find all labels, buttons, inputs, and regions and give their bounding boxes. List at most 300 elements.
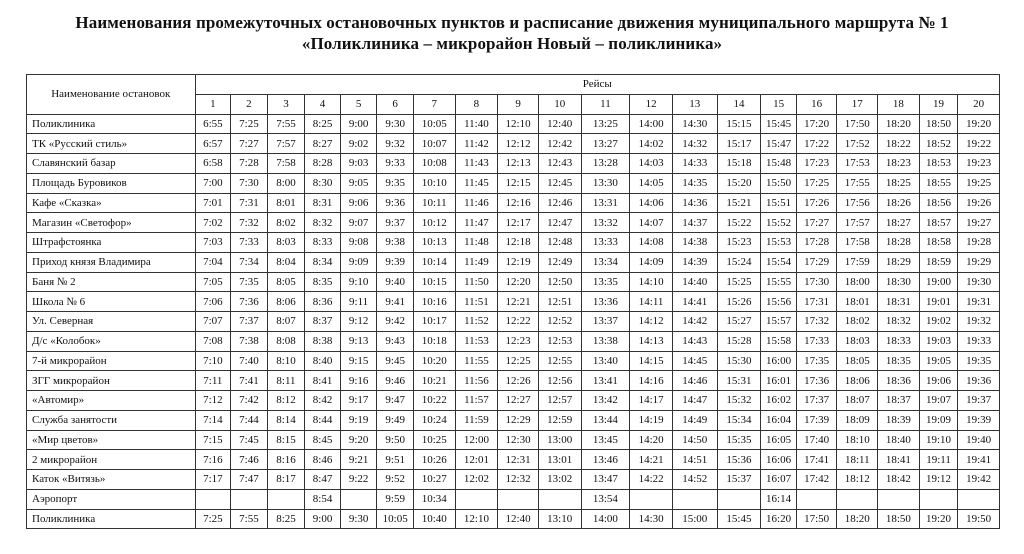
trips-header: Рейсы [195, 75, 999, 95]
time-cell: 19:00 [919, 272, 958, 292]
time-cell: 8:37 [305, 312, 341, 332]
time-cell: 18:25 [878, 173, 920, 193]
time-cell: 9:51 [377, 450, 414, 470]
time-cell: 19:02 [919, 312, 958, 332]
time-cell: 19:10 [919, 430, 958, 450]
trip-number-header: 9 [498, 94, 539, 114]
time-cell: 9:50 [377, 430, 414, 450]
time-cell: 16:01 [761, 371, 797, 391]
time-cell: 8:47 [305, 470, 341, 490]
time-cell: 11:56 [455, 371, 498, 391]
time-cell: 15:58 [761, 331, 797, 351]
time-cell: 18:53 [919, 154, 958, 174]
stop-name: 7-й микрорайон [27, 351, 196, 371]
time-cell: 8:00 [267, 173, 305, 193]
time-cell: 7:31 [231, 193, 268, 213]
time-cell [455, 489, 498, 509]
time-cell: 9:08 [340, 233, 377, 253]
time-cell: 18:02 [837, 312, 878, 332]
time-cell: 9:10 [340, 272, 377, 292]
time-cell: 17:28 [796, 233, 837, 253]
time-cell: 8:17 [267, 470, 305, 490]
time-cell: 18:20 [878, 114, 920, 134]
time-cell: 15:00 [672, 509, 717, 529]
time-cell [958, 489, 1000, 509]
time-cell: 7:25 [195, 509, 231, 529]
time-cell: 19:26 [958, 193, 1000, 213]
time-cell: 7:40 [231, 351, 268, 371]
time-cell: 7:55 [231, 509, 268, 529]
time-cell: 16:07 [761, 470, 797, 490]
time-cell: 7:17 [195, 470, 231, 490]
time-cell: 19:30 [958, 272, 1000, 292]
stop-name: ЗГГ микрорайон [27, 371, 196, 391]
time-cell: 17:31 [796, 292, 837, 312]
time-cell: 7:25 [231, 114, 268, 134]
time-cell: 14:32 [672, 134, 717, 154]
time-cell: 14:41 [672, 292, 717, 312]
time-cell: 15:23 [717, 233, 761, 253]
time-cell: 8:41 [305, 371, 341, 391]
time-cell: 18:12 [837, 470, 878, 490]
time-cell: 14:09 [630, 252, 673, 272]
time-cell: 14:07 [630, 213, 673, 233]
time-cell: 19:03 [919, 331, 958, 351]
time-cell [837, 489, 878, 509]
time-cell: 10:18 [413, 331, 455, 351]
time-cell: 7:02 [195, 213, 231, 233]
time-cell: 14:36 [672, 193, 717, 213]
stop-name: Славянский базар [27, 154, 196, 174]
stop-name: Аэропорт [27, 489, 196, 509]
time-cell: 9:35 [377, 173, 414, 193]
time-cell [878, 489, 920, 509]
time-cell: 6:55 [195, 114, 231, 134]
time-cell: 14:49 [672, 410, 717, 430]
time-cell: 17:27 [796, 213, 837, 233]
time-cell: 14:05 [630, 173, 673, 193]
time-cell: 15:17 [717, 134, 761, 154]
time-cell: 12:27 [498, 391, 539, 411]
time-cell: 7:38 [231, 331, 268, 351]
time-cell: 18:56 [919, 193, 958, 213]
time-cell: 14:45 [672, 351, 717, 371]
time-cell: 18:29 [878, 252, 920, 272]
time-cell: 10:11 [413, 193, 455, 213]
time-cell: 18:03 [837, 331, 878, 351]
time-cell: 8:40 [305, 351, 341, 371]
time-cell [538, 489, 581, 509]
time-cell: 19:32 [958, 312, 1000, 332]
time-cell: 19:23 [958, 154, 1000, 174]
time-cell: 8:02 [267, 213, 305, 233]
time-cell: 7:01 [195, 193, 231, 213]
time-cell: 14:30 [630, 509, 673, 529]
time-cell: 13:41 [581, 371, 630, 391]
time-cell: 16:06 [761, 450, 797, 470]
time-cell: 12:52 [538, 312, 581, 332]
table-row [27, 312, 1000, 332]
time-cell: 9:02 [340, 134, 377, 154]
time-cell: 8:34 [305, 252, 341, 272]
time-cell: 12:23 [498, 331, 539, 351]
time-cell: 19:22 [958, 134, 1000, 154]
time-cell: 15:25 [717, 272, 761, 292]
stop-name: Школа № 6 [27, 292, 196, 312]
time-cell: 15:34 [717, 410, 761, 430]
time-cell: 12:50 [538, 272, 581, 292]
trip-number-header: 17 [837, 94, 878, 114]
time-cell: 11:45 [455, 173, 498, 193]
time-cell: 15:26 [717, 292, 761, 312]
time-cell: 18:33 [878, 331, 920, 351]
time-cell: 11:48 [455, 233, 498, 253]
trip-number-header: 7 [413, 94, 455, 114]
time-cell: 7:41 [231, 371, 268, 391]
time-cell: 12:18 [498, 233, 539, 253]
time-cell: 11:47 [455, 213, 498, 233]
time-cell: 14:16 [630, 371, 673, 391]
time-cell: 16:05 [761, 430, 797, 450]
time-cell: 14:10 [630, 272, 673, 292]
time-cell: 18:55 [919, 173, 958, 193]
time-cell: 18:26 [878, 193, 920, 213]
table-row [27, 154, 1000, 174]
time-cell: 9:46 [377, 371, 414, 391]
time-cell: 11:49 [455, 252, 498, 272]
time-cell: 8:33 [305, 233, 341, 253]
time-cell: 15:57 [761, 312, 797, 332]
time-cell: 18:57 [919, 213, 958, 233]
time-cell: 13:45 [581, 430, 630, 450]
time-cell: 9:20 [340, 430, 377, 450]
time-cell: 11:50 [455, 272, 498, 292]
time-cell: 19:33 [958, 331, 1000, 351]
time-cell: 7:34 [231, 252, 268, 272]
time-cell: 8:35 [305, 272, 341, 292]
time-cell: 10:22 [413, 391, 455, 411]
time-cell: 15:55 [761, 272, 797, 292]
stop-name: Поликлиника [27, 509, 196, 529]
time-cell: 8:30 [305, 173, 341, 193]
time-cell: 9:07 [340, 213, 377, 233]
trip-number-header: 5 [340, 94, 377, 114]
time-cell: 19:06 [919, 371, 958, 391]
time-cell: 10:05 [413, 114, 455, 134]
time-cell: 19:42 [958, 470, 1000, 490]
time-cell: 7:10 [195, 351, 231, 371]
time-cell: 9:49 [377, 410, 414, 430]
table-row [27, 134, 1000, 154]
time-cell: 19:01 [919, 292, 958, 312]
table-row [27, 114, 1000, 134]
time-cell: 13:30 [581, 173, 630, 193]
time-cell: 15:32 [717, 391, 761, 411]
time-cell: 9:16 [340, 371, 377, 391]
trip-number-header: 4 [305, 94, 341, 114]
time-cell: 12:57 [538, 391, 581, 411]
time-cell: 9:59 [377, 489, 414, 509]
time-cell: 8:06 [267, 292, 305, 312]
time-cell: 14:08 [630, 233, 673, 253]
time-cell: 9:36 [377, 193, 414, 213]
time-cell: 14:02 [630, 134, 673, 154]
time-cell: 14:17 [630, 391, 673, 411]
time-cell: 9:13 [340, 331, 377, 351]
time-cell: 19:41 [958, 450, 1000, 470]
time-cell: 17:23 [796, 154, 837, 174]
time-cell: 7:08 [195, 331, 231, 351]
time-cell: 17:29 [796, 252, 837, 272]
trip-number-header: 20 [958, 94, 1000, 114]
stop-name: 2 микрорайон [27, 450, 196, 470]
time-cell: 14:22 [630, 470, 673, 490]
time-cell: 15:20 [717, 173, 761, 193]
time-cell: 7:12 [195, 391, 231, 411]
time-cell: 18:06 [837, 371, 878, 391]
time-cell: 18:01 [837, 292, 878, 312]
time-cell: 12:40 [498, 509, 539, 529]
time-cell: 17:40 [796, 430, 837, 450]
time-cell: 15:31 [717, 371, 761, 391]
time-cell: 8:03 [267, 233, 305, 253]
time-cell: 7:28 [231, 154, 268, 174]
time-cell: 7:16 [195, 450, 231, 470]
time-cell: 18:30 [878, 272, 920, 292]
time-cell: 10:34 [413, 489, 455, 509]
time-cell: 15:36 [717, 450, 761, 470]
time-cell: 18:28 [878, 233, 920, 253]
time-cell: 8:04 [267, 252, 305, 272]
time-cell: 15:21 [717, 193, 761, 213]
time-cell: 9:15 [340, 351, 377, 371]
stop-name: Д/с «Колобок» [27, 331, 196, 351]
time-cell: 10:26 [413, 450, 455, 470]
time-cell [630, 489, 673, 509]
time-cell: 8:32 [305, 213, 341, 233]
time-cell: 15:50 [761, 173, 797, 193]
time-cell: 18:10 [837, 430, 878, 450]
time-cell: 17:42 [796, 470, 837, 490]
time-cell: 18:50 [878, 509, 920, 529]
time-cell: 7:37 [231, 312, 268, 332]
time-cell: 14:06 [630, 193, 673, 213]
time-cell: 9:30 [340, 509, 377, 529]
time-cell: 14:50 [672, 430, 717, 450]
time-cell: 12:42 [538, 134, 581, 154]
time-cell: 9:43 [377, 331, 414, 351]
time-cell: 16:20 [761, 509, 797, 529]
time-cell: 10:17 [413, 312, 455, 332]
time-cell [231, 489, 268, 509]
time-cell: 17:25 [796, 173, 837, 193]
time-cell: 12:40 [538, 114, 581, 134]
time-cell: 10:27 [413, 470, 455, 490]
time-cell [796, 489, 837, 509]
time-cell: 18:23 [878, 154, 920, 174]
time-cell: 12:31 [498, 450, 539, 470]
time-cell: 12:49 [538, 252, 581, 272]
time-cell: 9:47 [377, 391, 414, 411]
time-cell: 17:55 [837, 173, 878, 193]
time-cell: 11:51 [455, 292, 498, 312]
time-cell: 14:39 [672, 252, 717, 272]
time-cell: 13:37 [581, 312, 630, 332]
time-cell: 19:29 [958, 252, 1000, 272]
time-cell: 18:36 [878, 371, 920, 391]
table-row [27, 509, 1000, 529]
time-cell: 19:28 [958, 233, 1000, 253]
time-cell: 19:25 [958, 173, 1000, 193]
time-cell: 9:00 [305, 509, 341, 529]
time-cell: 17:58 [837, 233, 878, 253]
time-cell: 18:40 [878, 430, 920, 450]
time-cell: 9:22 [340, 470, 377, 490]
time-cell: 12:02 [455, 470, 498, 490]
time-cell: 8:05 [267, 272, 305, 292]
time-cell: 13:02 [538, 470, 581, 490]
time-cell: 10:07 [413, 134, 455, 154]
time-cell: 7:33 [231, 233, 268, 253]
time-cell: 7:30 [231, 173, 268, 193]
trip-number-header: 1 [195, 94, 231, 114]
time-cell: 16:14 [761, 489, 797, 509]
table-row [27, 173, 1000, 193]
time-cell: 7:14 [195, 410, 231, 430]
time-cell: 15:45 [761, 114, 797, 134]
time-cell: 8:36 [305, 292, 341, 312]
time-cell: 18:09 [837, 410, 878, 430]
time-cell: 13:47 [581, 470, 630, 490]
time-cell: 8:11 [267, 371, 305, 391]
time-cell: 10:21 [413, 371, 455, 391]
table-row [27, 233, 1000, 253]
time-cell: 17:22 [796, 134, 837, 154]
time-cell: 12:21 [498, 292, 539, 312]
stop-name: «Мир цветов» [27, 430, 196, 450]
time-cell: 18:59 [919, 252, 958, 272]
time-cell: 12:46 [538, 193, 581, 213]
stop-column-header: Наименование остановок [27, 75, 196, 115]
time-cell: 13:34 [581, 252, 630, 272]
time-cell: 9:12 [340, 312, 377, 332]
time-cell: 10:12 [413, 213, 455, 233]
time-cell: 13:01 [538, 450, 581, 470]
time-cell: 11:42 [455, 134, 498, 154]
time-cell: 11:43 [455, 154, 498, 174]
time-cell: 9:37 [377, 213, 414, 233]
time-cell: 18:52 [919, 134, 958, 154]
time-cell: 7:57 [267, 134, 305, 154]
time-cell: 12:30 [498, 430, 539, 450]
time-cell: 14:40 [672, 272, 717, 292]
time-cell [340, 489, 377, 509]
time-cell: 11:46 [455, 193, 498, 213]
time-cell: 8:10 [267, 351, 305, 371]
table-row [27, 292, 1000, 312]
time-cell: 14:15 [630, 351, 673, 371]
schedule-table [26, 74, 1000, 529]
stop-name: «Автомир» [27, 391, 196, 411]
time-cell: 17:20 [796, 114, 837, 134]
time-cell: 8:54 [305, 489, 341, 509]
time-cell: 8:08 [267, 331, 305, 351]
time-cell: 7:42 [231, 391, 268, 411]
time-cell: 7:58 [267, 154, 305, 174]
time-cell: 15:28 [717, 331, 761, 351]
time-cell: 8:38 [305, 331, 341, 351]
time-cell: 19:39 [958, 410, 1000, 430]
time-cell: 13:28 [581, 154, 630, 174]
time-cell: 17:37 [796, 391, 837, 411]
time-cell: 14:12 [630, 312, 673, 332]
time-cell: 12:45 [538, 173, 581, 193]
time-cell [267, 489, 305, 509]
time-cell: 8:01 [267, 193, 305, 213]
time-cell: 8:42 [305, 391, 341, 411]
stop-name: Кафе «Сказка» [27, 193, 196, 213]
time-cell: 13:32 [581, 213, 630, 233]
time-cell [498, 489, 539, 509]
time-cell: 14:20 [630, 430, 673, 450]
time-cell: 6:58 [195, 154, 231, 174]
time-cell: 14:21 [630, 450, 673, 470]
time-cell: 7:47 [231, 470, 268, 490]
trip-number-header: 8 [455, 94, 498, 114]
time-cell: 18:07 [837, 391, 878, 411]
time-cell: 10:16 [413, 292, 455, 312]
stop-name: Баня № 2 [27, 272, 196, 292]
time-cell: 14:52 [672, 470, 717, 490]
time-cell: 7:27 [231, 134, 268, 154]
time-cell: 14:47 [672, 391, 717, 411]
time-cell: 12:13 [498, 154, 539, 174]
time-cell: 16:00 [761, 351, 797, 371]
time-cell: 14:13 [630, 331, 673, 351]
time-cell: 11:52 [455, 312, 498, 332]
time-cell: 9:19 [340, 410, 377, 430]
time-cell: 13:40 [581, 351, 630, 371]
time-cell: 12:55 [538, 351, 581, 371]
time-cell: 13:35 [581, 272, 630, 292]
time-cell: 14:43 [672, 331, 717, 351]
time-cell: 12:01 [455, 450, 498, 470]
time-cell: 13:33 [581, 233, 630, 253]
schedule-body [27, 114, 1000, 529]
time-cell: 7:05 [195, 272, 231, 292]
time-cell: 9:30 [377, 114, 414, 134]
time-cell: 17:50 [837, 114, 878, 134]
time-cell: 17:36 [796, 371, 837, 391]
time-cell: 10:05 [377, 509, 414, 529]
time-cell: 14:00 [630, 114, 673, 134]
time-cell: 15:47 [761, 134, 797, 154]
time-cell: 17:52 [837, 134, 878, 154]
time-cell: 18:00 [837, 272, 878, 292]
time-cell: 19:31 [958, 292, 1000, 312]
stop-name: Служба занятости [27, 410, 196, 430]
time-cell: 9:05 [340, 173, 377, 193]
time-cell [672, 489, 717, 509]
time-cell: 11:57 [455, 391, 498, 411]
time-cell: 17:39 [796, 410, 837, 430]
time-cell: 7:44 [231, 410, 268, 430]
time-cell: 14:30 [672, 114, 717, 134]
time-cell: 14:42 [672, 312, 717, 332]
time-cell: 14:35 [672, 173, 717, 193]
time-cell: 9:45 [377, 351, 414, 371]
time-cell: 15:52 [761, 213, 797, 233]
